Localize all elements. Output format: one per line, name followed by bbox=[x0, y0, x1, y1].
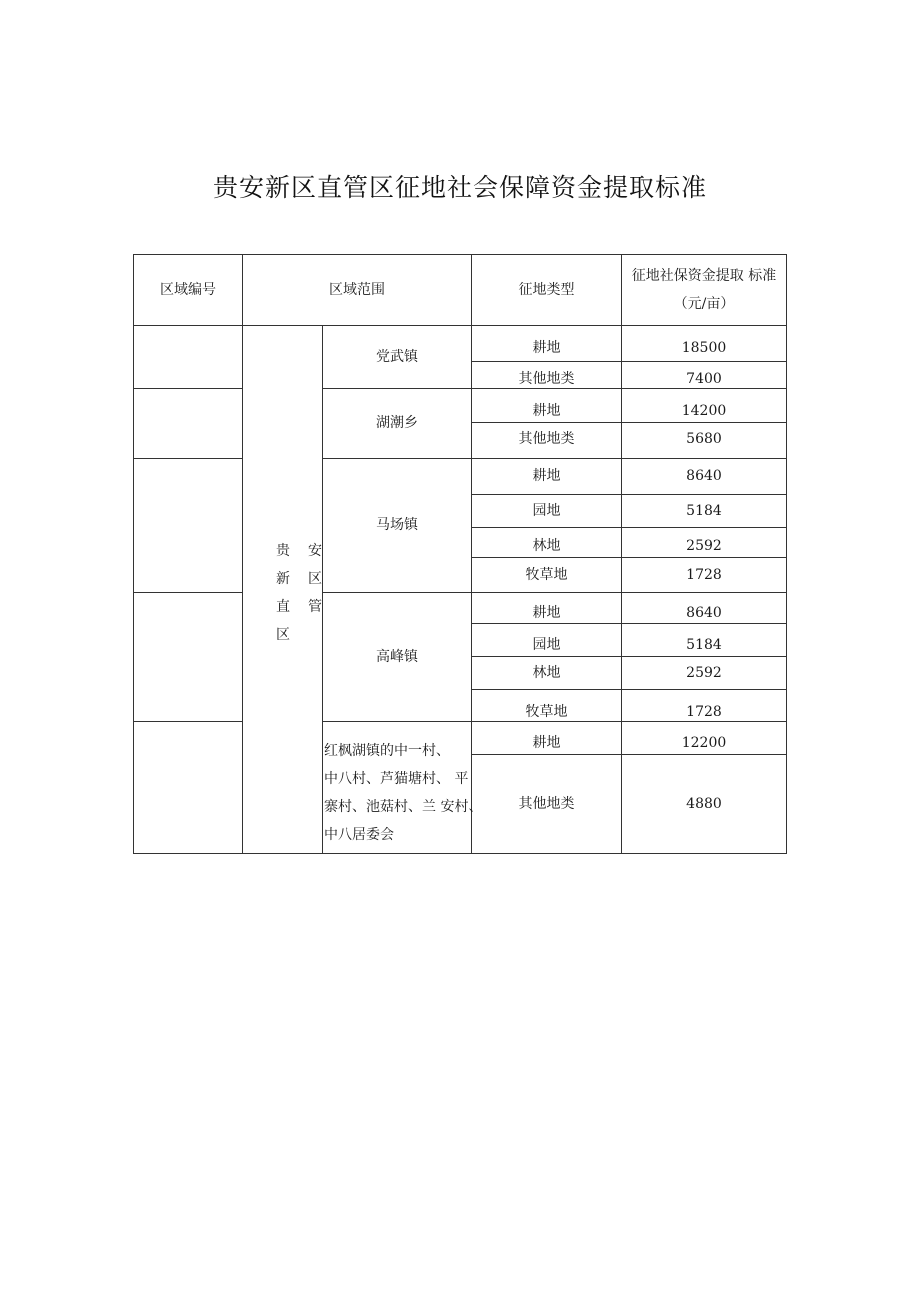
header-standard-unit: （元/亩） bbox=[673, 296, 735, 312]
town-name: 党武镇 bbox=[376, 348, 418, 365]
value-cell: 4880 bbox=[686, 795, 722, 812]
value-cell: 2592 bbox=[686, 537, 722, 554]
value-cell: 1728 bbox=[686, 703, 722, 720]
land-type-cell: 耕地 bbox=[532, 339, 561, 356]
document-title: 贵安新区直管区征地社会保障资金提取标准 bbox=[212, 173, 707, 202]
land-type-cell: 园地 bbox=[532, 502, 561, 519]
land-type-cell: 林地 bbox=[532, 537, 561, 554]
land-type-cell: 其他地类 bbox=[518, 370, 575, 387]
land-type-cell: 林地 bbox=[532, 664, 561, 681]
value-cell: 2592 bbox=[686, 664, 722, 681]
land-type-cell: 牧草地 bbox=[525, 703, 568, 720]
header-land-type: 征地类型 bbox=[518, 281, 575, 298]
land-type-cell: 耕地 bbox=[532, 604, 561, 621]
header-area-range: 区域范围 bbox=[329, 281, 385, 298]
value-cell: 5680 bbox=[686, 430, 722, 447]
value-cell: 18500 bbox=[681, 339, 727, 356]
town-name: 马场镇 bbox=[376, 517, 418, 534]
town-name-multiline: 红枫湖镇的中一村、 中八村、芦猫塘村、 平 寨村、池菇村、兰 安村、 中八居委会 bbox=[324, 743, 483, 843]
value-cell: 5184 bbox=[686, 502, 722, 519]
value-cell: 8640 bbox=[686, 467, 722, 484]
value-cell: 1728 bbox=[686, 566, 722, 583]
header-standard bbox=[622, 255, 786, 325]
district-name-col2: 安 区 管 bbox=[308, 543, 322, 615]
value-cell: 8640 bbox=[686, 604, 722, 621]
district-name-col1: 贵 新 直 区 bbox=[276, 543, 290, 643]
town-name: 湖潮乡 bbox=[376, 415, 418, 432]
land-type-cell: 耕地 bbox=[532, 734, 561, 751]
value-cell: 5184 bbox=[686, 636, 722, 653]
header-area-code: 区域编号 bbox=[160, 281, 216, 298]
town-name: 高峰镇 bbox=[376, 648, 418, 665]
value-cell: 12200 bbox=[681, 734, 727, 751]
land-type-cell: 其他地类 bbox=[518, 430, 575, 447]
land-type-cell: 耕地 bbox=[532, 402, 561, 419]
value-cell: 7400 bbox=[686, 370, 722, 387]
value-cell: 14200 bbox=[681, 402, 727, 419]
land-type-cell: 其他地类 bbox=[518, 795, 575, 812]
land-type-cell: 牧草地 bbox=[525, 566, 568, 583]
land-type-cell: 耕地 bbox=[532, 467, 561, 484]
land-type-cell: 园地 bbox=[532, 636, 561, 653]
header-standard-line1: 征地社保资金提取 标准 bbox=[631, 268, 777, 284]
